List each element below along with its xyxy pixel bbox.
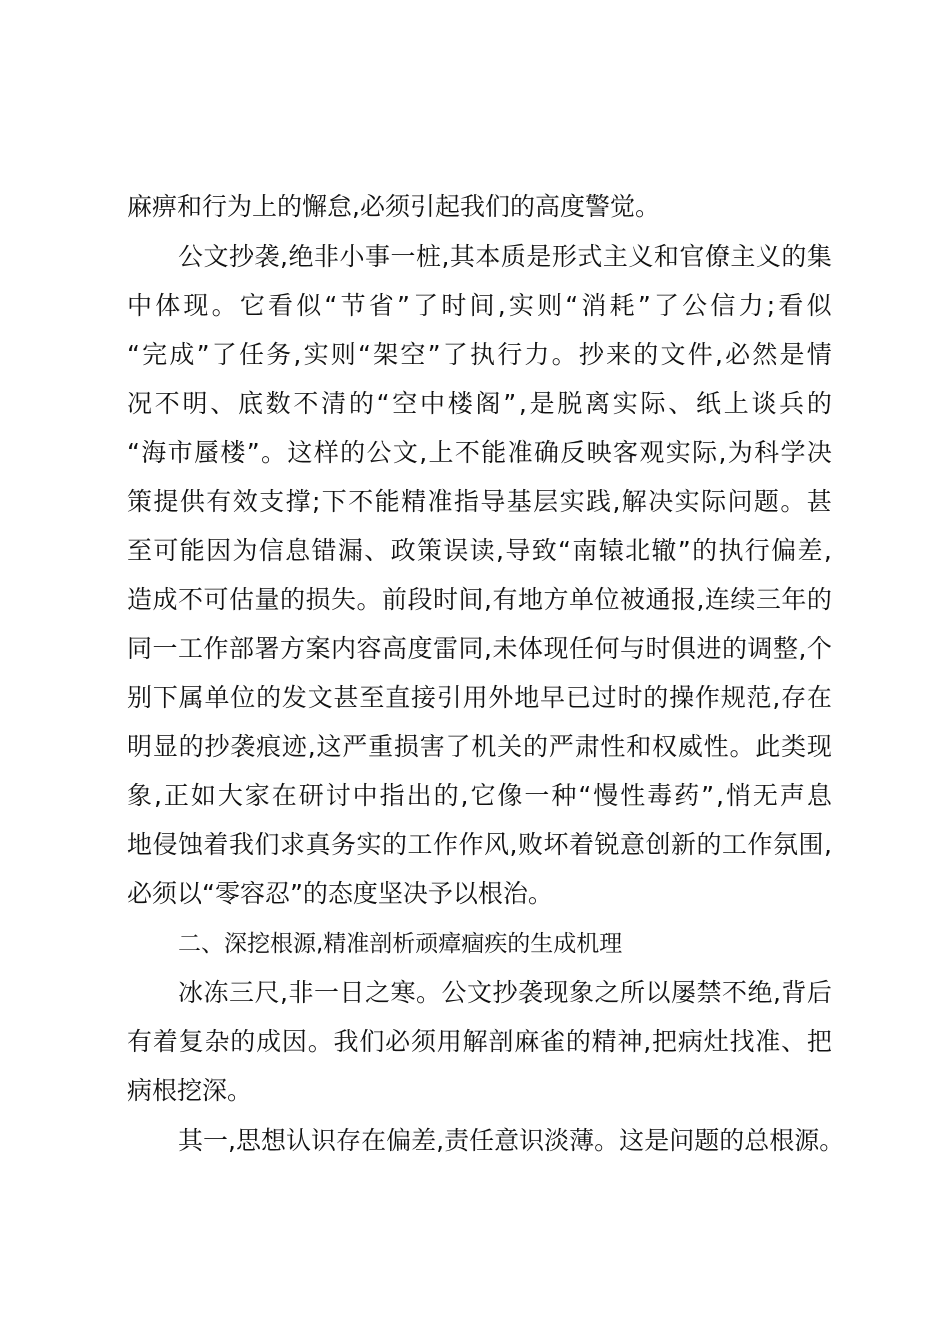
text-line: 其 一 , 思 想 认 识 存 在 偏 差 , 责 任 意 识 淡 薄 。 这 是 问 题 的 总 根 源 。: [178, 1126, 845, 1155]
text-line: 同 一 工 作 部 署 方 案 内 容 高 度 雷 同 , 未 体 现 任 何 与 时 俱 进 的 调 整 , 个: [127, 634, 832, 663]
text-line: 病根挖深。: [127, 1076, 253, 1105]
section-heading: 二、深挖根源,精准剖析顽瘴痼疾的生成机理: [178, 931, 623, 957]
text-line: 必须以“零容忍”的态度坚决予以根治。: [127, 879, 553, 908]
text-line: “ 海 市 蜃 楼 ” 。 这 样 的 公 文 , 上 不 能 准 确 反 映 客 观 实 际 , 为 科 学 决: [127, 438, 832, 467]
text-line: 至 可 能 因 为 信 息 错 漏 、 政 策 误 读 , 导 致 “ 南 辕 北 辙 ” 的 执 行 偏 差 ,: [127, 536, 832, 565]
text-line: 麻痹和行为上的懈怠,必须引起我们的高度警觉。: [127, 192, 660, 221]
text-line: “ 完 成 ” 了 任 务 , 实 则 “ 架 空 ” 了 执 行 力 。 抄 来 的 文 件 , 必 然 是 情: [127, 340, 832, 369]
text-line: 况 不 明 、 底 数 不 清 的 “ 空 中 楼 阁 ” , 是 脱 离 实 际 、 纸 上 谈 兵 的: [127, 389, 832, 418]
text-line: 别 下 属 单 位 的 发 文 甚 至 直 接 引 用 外 地 早 已 过 时 的 操 作 规 范 , 存 在: [127, 683, 832, 712]
text-line: 冰 冻 三 尺 , 非 一 日 之 寒 。 公 文 抄 袭 现 象 之 所 以 屡 禁 不 绝 , 背 后: [178, 978, 832, 1007]
text-line: 中 体 现 。 它 看 似 “ 节 省 ” 了 时 间 , 实 则 “ 消 耗 ” 了 公 信 力 ; 看 似: [127, 291, 832, 320]
text-line: 策 提 供 有 效 支 撑 ; 下 不 能 精 准 指 导 基 层 实 践 , 解 决 实 际 问 题 。 甚: [127, 487, 832, 516]
text-line: 公 文 抄 袭 , 绝 非 小 事 一 桩 , 其 本 质 是 形 式 主 义 和 官 僚 主 义 的 集: [178, 242, 832, 271]
text-line: 地 侵 蚀 着 我 们 求 真 务 实 的 工 作 作 风 , 败 坏 着 锐 意 创 新 的 工 作 氛 围 ,: [127, 830, 832, 859]
text-line: 造 成 不 可 估 量 的 损 失 。 前 段 时 间 , 有 地 方 单 位 被 通 报 , 连 续 三 年 的: [127, 585, 832, 614]
text-line: 明 显 的 抄 袭 痕 迹 , 这 严 重 损 害 了 机 关 的 严 肃 性 和 权 威 性 。 此 类 现: [127, 732, 832, 761]
text-line: 有 着 复 杂 的 成 因 。 我 们 必 须 用 解 剖 麻 雀 的 精 神 , 把 病 灶 找 准 、 把: [127, 1027, 832, 1056]
text-line: 象 , 正 如 大 家 在 研 讨 中 指 出 的 , 它 像 一 种 “ 慢 性 毒 药 ” , 悄 无 声 息: [127, 781, 832, 810]
